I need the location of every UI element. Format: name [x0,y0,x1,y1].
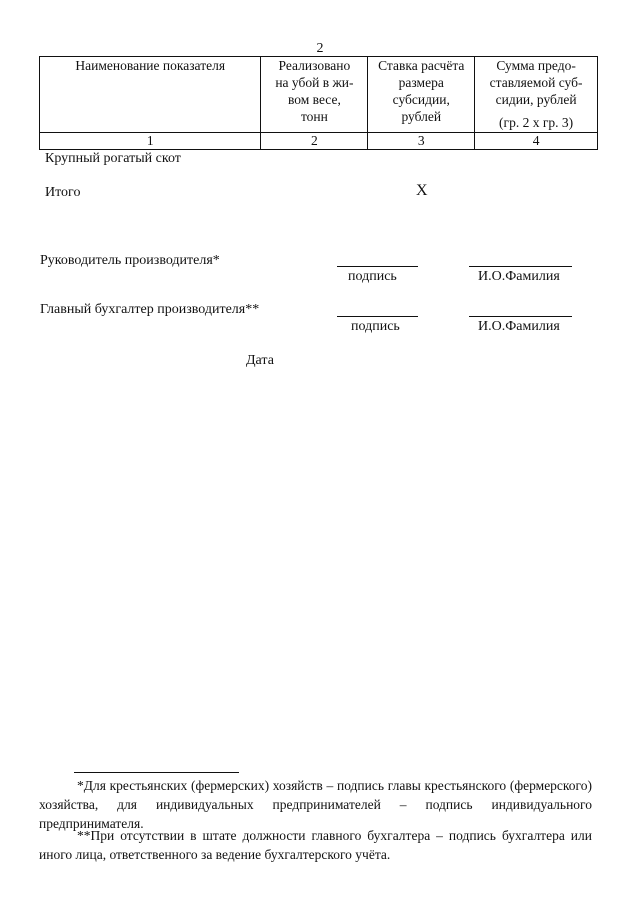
table-header-row [40,57,598,133]
header-subsidy-amount: Сумма предо- ставляемой суб- сидии, рублей (гр. 2 х гр. 3) [475,57,598,133]
column-number: 2 [261,133,368,150]
total-not-applicable-mark: X [416,182,428,199]
row-label-total: Итого [45,185,81,200]
header-subsidy-rate: Ставка расчёта размера субсидии, рублей [368,57,475,133]
accountant-name-line [469,316,572,317]
signature-caption: подпись [348,269,397,284]
subsidy-table [39,56,598,150]
footnote-separator [74,772,239,773]
signature-caption: подпись [351,319,400,334]
header-indicator-name: Наименование показателя [40,57,261,133]
name-caption: И.О.Фамилия [478,319,560,334]
accountant-signature-label: Главный бухгалтер производителя** [40,302,260,317]
column-number: 3 [368,133,475,150]
footnote-head: *Для крестьянских (фермерских) хозяйств – подпись главы крестьянского (фермерского) хозяйства, для индивидуальных предпринимателей – подпись индивидуального предпринимателя. [39,778,592,831]
head-signature-line [337,266,418,267]
head-signature-label: Руководитель производителя* [40,253,220,268]
date-label: Дата [246,353,274,368]
head-name-line [469,266,572,267]
accountant-signature-line [337,316,418,317]
header-sold-for-slaughter: Реализовано на убой в жи- вом весе, тонн [261,57,368,133]
column-number-row [40,133,598,150]
footnote-accountant: **При отсутствии в штате должности главного бухгалтера – подпись бухгалтера или иного лица, ответственного за ведение бухгалтерского учёта. [39,828,592,862]
name-caption: И.О.Фамилия [478,269,560,284]
column-number: 1 [40,133,261,150]
page-number: 2 [316,41,324,56]
column-number: 4 [475,133,598,150]
row-label-cattle: Крупный рогатый скот [45,151,181,166]
